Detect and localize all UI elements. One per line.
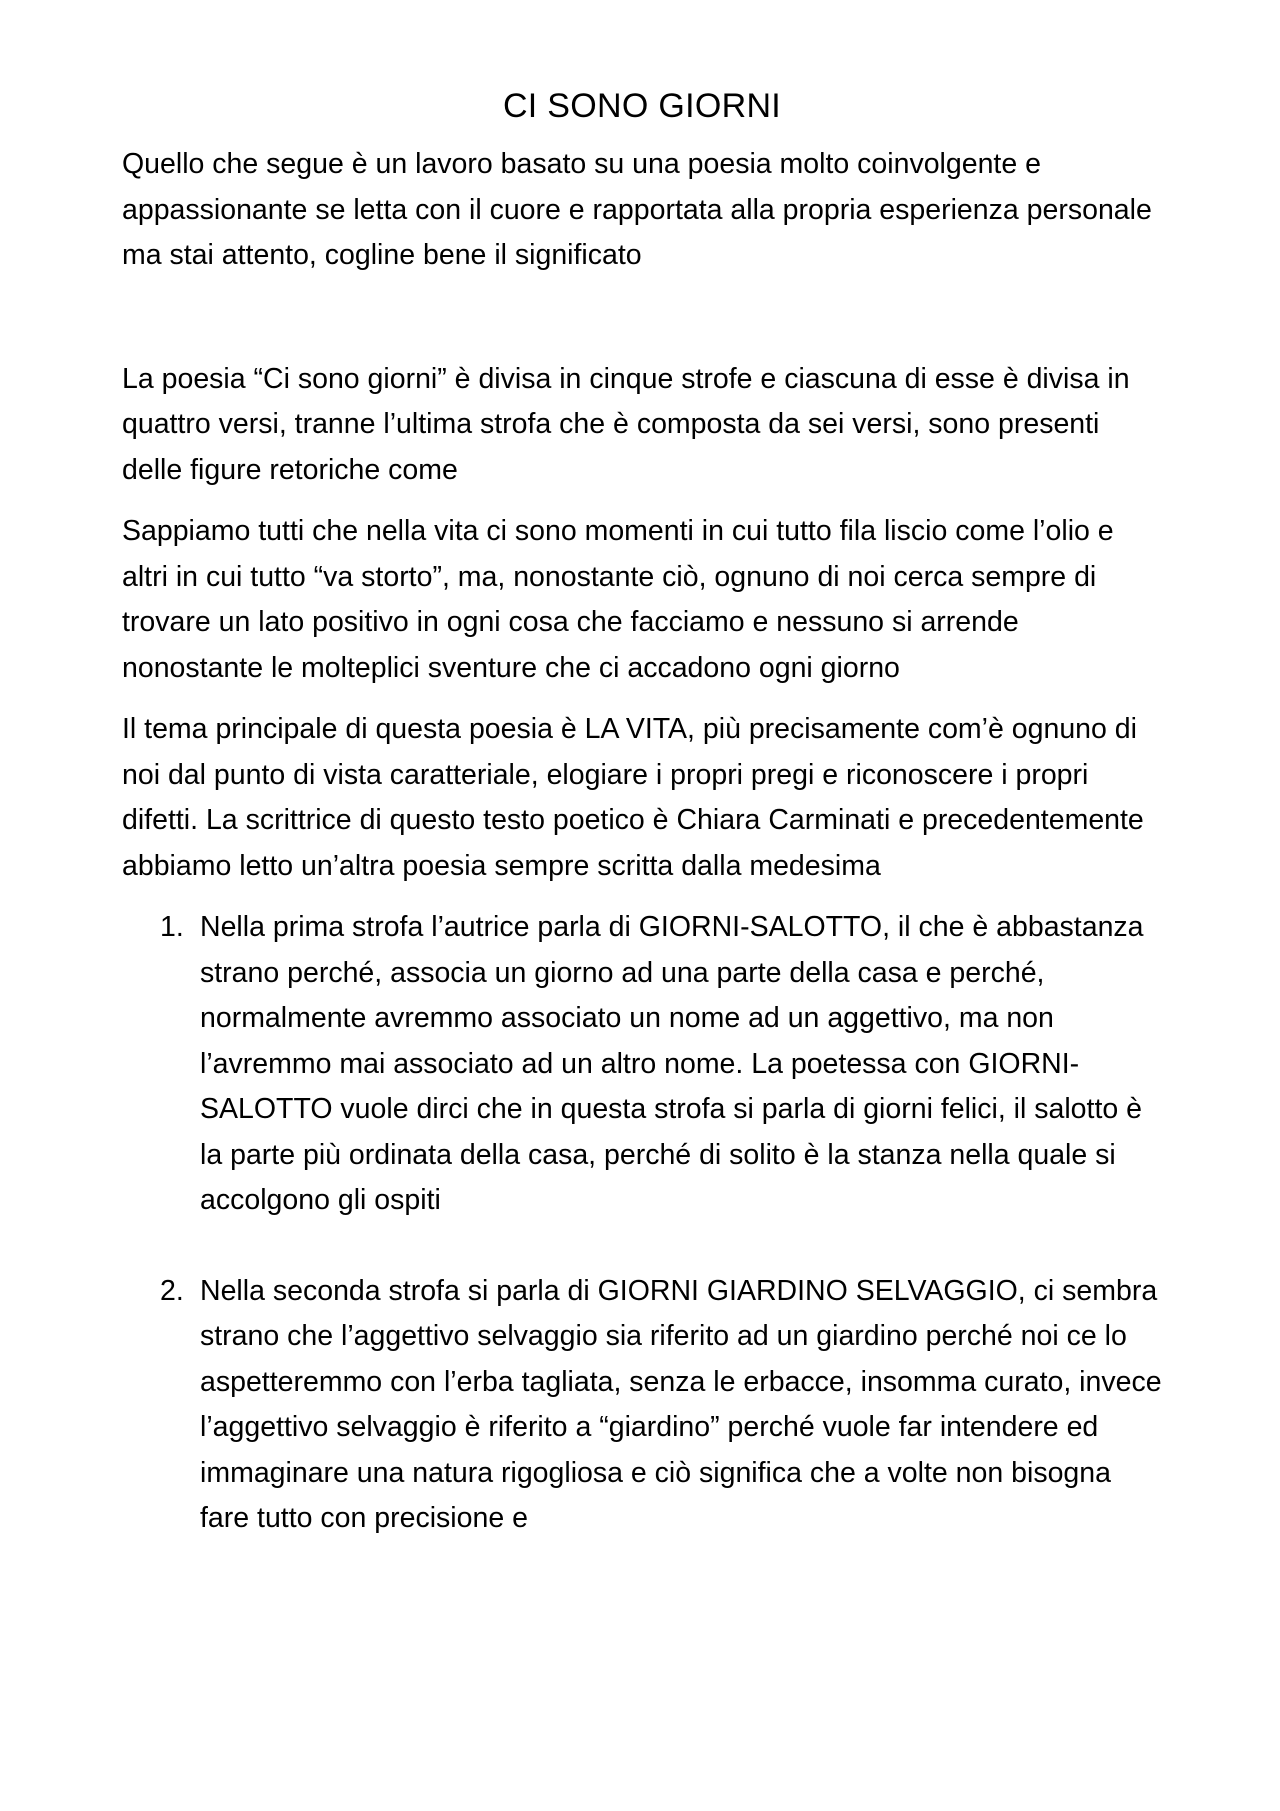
list-item-text: Nella prima strofa l’autrice parla di GIORNI-SALOTTO, il che è abbastanza strano perché, associa un giorno ad una parte della casa e perché, normalmente avremmo associato un nome ad un aggettivo, ma non l’avremmo mai associato ad un altro nome. La poetessa con GIORNI-SALOTTO vuole dirci che in questa strofa si parla di giorni felici, il salotto è la parte più ordinata della casa, perché di solito è la stanza nella quale si accolgono gli ospiti [200, 911, 1144, 1216]
life-paragraph: Sappiamo tutti che nella vita ci sono momenti in cui tutto fila liscio come l’olio e altri in cui tutto “va storto”, ma, nonostante ciò, ognuno di noi cerca sempre di trovare un lato positivo in ogni cosa che facciamo e nessuno si arrende nonostante le molteplici sventure che ci accadono ogni giorno [122, 515, 1114, 684]
theme-paragraph: Il tema principale di questa poesia è LA VITA, più precisamente com’è ognuno di noi dal punto di vista caratteriale, elogiare i propri pregi e riconoscere i propri difetti. La scrittrice di questo testo poetico è Chiara Carminati e precedentemente abbiamo letto un’altra poesia sempre scritta dalla medesima [122, 713, 1144, 882]
list-item-text: Nella seconda strofa si parla di GIORNI GIARDINO SELVAGGIO, ci sembra strano che l’aggettivo selvaggio sia riferito ad un giardino perché noi ce lo aspetteremmo con l’erba tagliata, senza le erbacce, insomma curato, invece l’aggettivo selvaggio è riferito a “giardino” perché vuole far intendere ed immaginare una natura rigogliosa e ciò significa che a volte non bisogna fare tutto con precisione e [200, 1274, 1162, 1534]
analysis-list [122, 905, 1162, 1542]
intro-paragraph: Quello che segue è un lavoro basato su una poesia molto coinvolgente e appassionante se letta con il cuore e rapportata alla propria esperienza personale ma stai attento, cogline bene il significato [122, 148, 1152, 271]
structure-paragraph: La poesia “Ci sono giorni” è divisa in cinque strofe e ciascuna di esse è divisa in quattro versi, tranne l’ultima strofa che è composta da sei versi, sono presenti delle figure retoriche come [122, 362, 1130, 486]
document-body [122, 78, 1162, 1542]
list-item-number: 1. [160, 911, 184, 943]
list-item [122, 1269, 1162, 1542]
list-item-number: 2. [160, 1274, 184, 1307]
list-item [122, 905, 1162, 1224]
document-title: CI SONO GIORNI [502, 87, 782, 125]
